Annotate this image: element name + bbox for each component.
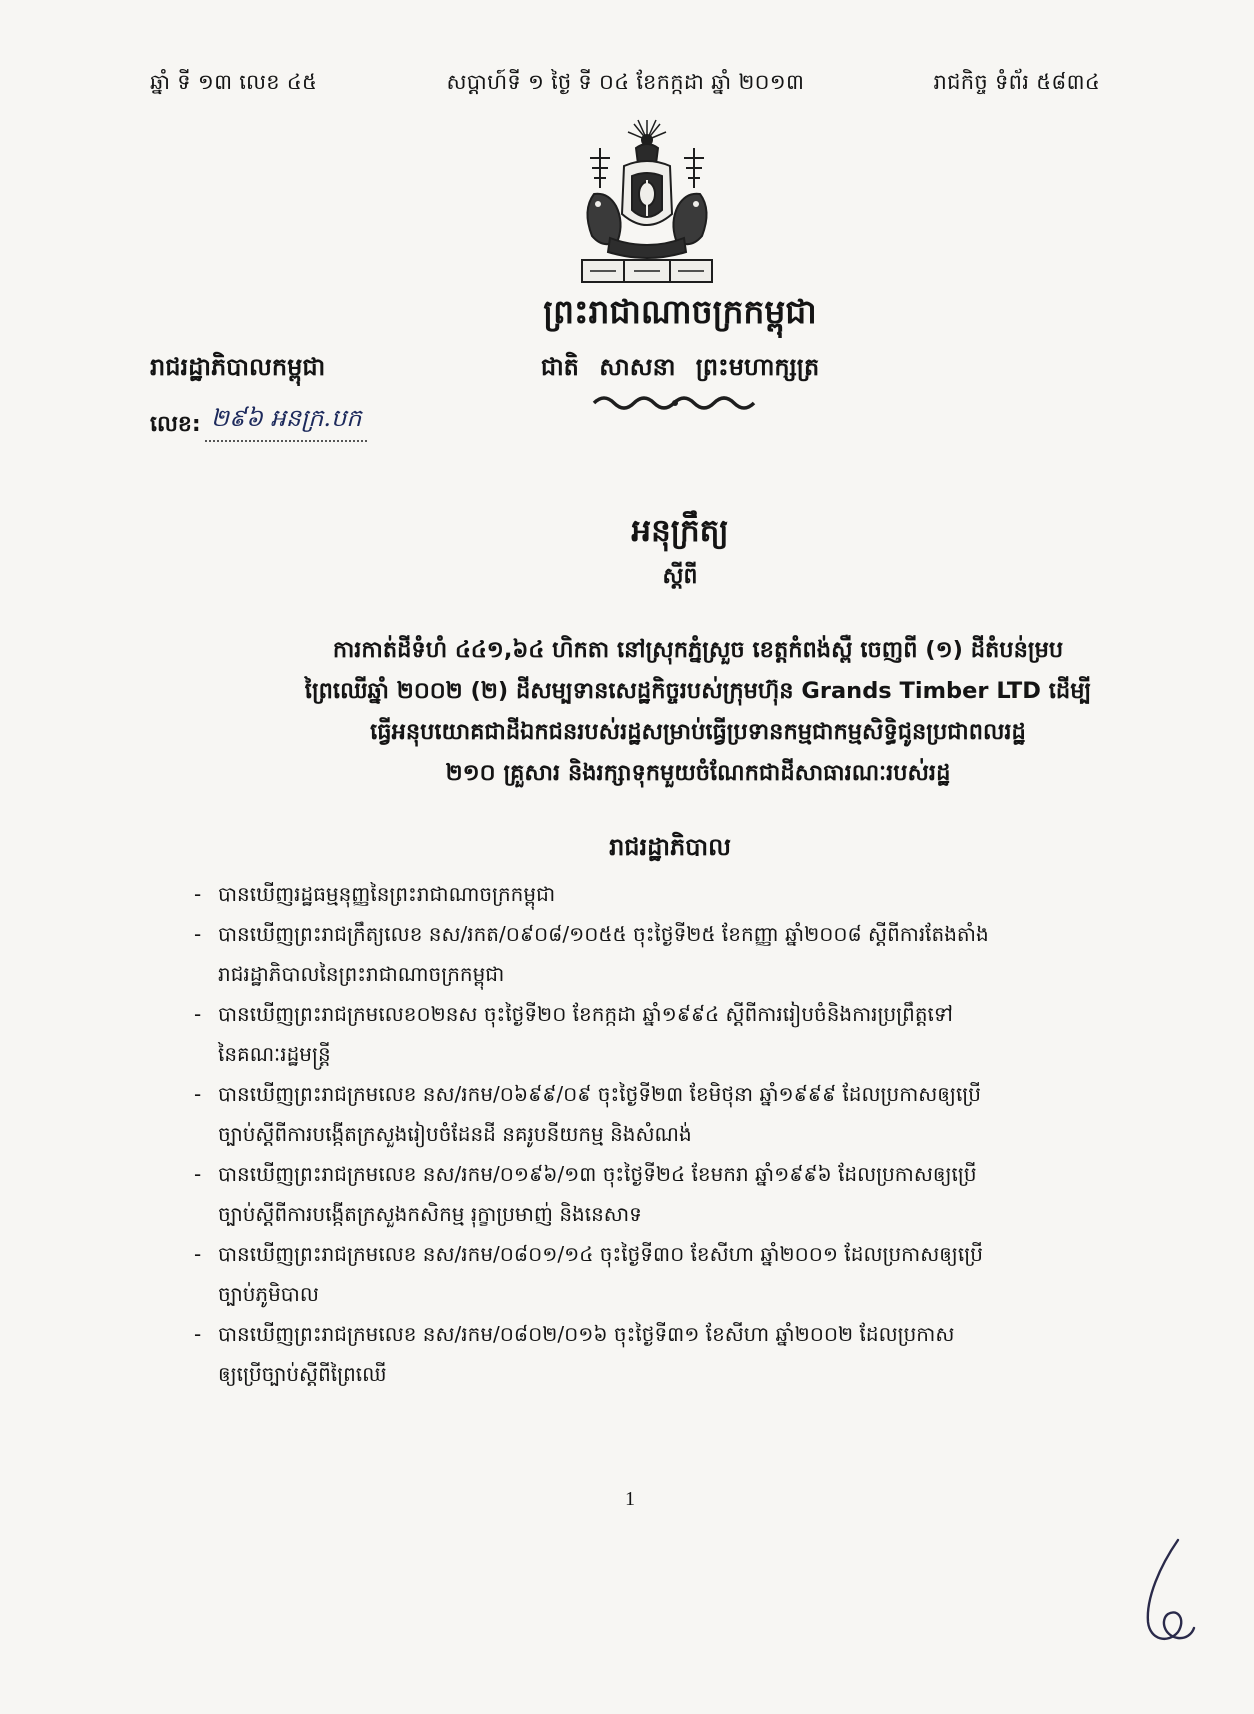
citation-text: - បានឃើញព្រះរាជក្រមលេខ នស/រកម/០៦៩៩/០៩ ចុះថ្ងៃទី២៣ ខែមិថុនា ឆ្នាំ១៩៩៩ ដែលប្រកាសឲ្យប្រើ [218,1082,981,1106]
reference-label: លេខ: [150,412,201,437]
citation-text: - បានឃើញរដ្ឋធម្មនុញ្ញនៃព្រះរាជាណាចក្រកម្ពុជា [218,882,556,906]
citation-text: ឲ្យប្រើច្បាប់ស្តីពីព្រៃឈើ [218,1362,387,1386]
citation-item [194,994,1174,1074]
subject-line: ធ្វើអនុបយោគជាដីឯកជនរបស់រដ្ឋសម្រាប់ធ្វើប្រទានកម្មជាកម្មសិទ្ធិជូនប្រជាពលរដ្ឋ [370,719,1026,745]
reference-number: ២៩៦ អនក្រ.បក [205,403,368,442]
citation-text: ច្បាប់ស្តីពីការបង្កើតក្រសួងរៀបចំដែនដី នគរូបនីយកម្ម និងសំណង់ [218,1122,692,1146]
decree-subject [218,630,1178,794]
government-heading: រាជរដ្ឋាភិបាល [609,833,731,861]
legal-citations-list [194,874,1174,1394]
citation-item [194,914,1174,994]
page-number: 1 [625,1488,635,1510]
gazette-running-header [150,66,1100,102]
ornament-divider-icon [590,393,760,411]
kingdom-title: ព្រះរាជាណាចក្រកម្ពុជា [543,292,817,331]
citation-item [194,1234,1174,1314]
subject-line: ព្រៃឈើឆ្នាំ ២០០២ (២) ដីសម្បទានសេដ្ឋកិច្ចរបស់ក្រុមហ៊ុន Grands Timber LTD ដើម្បី [304,678,1092,704]
subject-line: ការកាត់ដីទំហំ ៤៤១,៦៤ ហិកតា នៅស្រុកភ្នំស្រួច ខេត្តកំពង់ស្ពឺ ចេញពី (១) ដីតំបន់ម្រប [332,637,1064,663]
document-type-heading: អនុក្រឹត្យ [631,513,729,549]
document-about-label: ស្តីពី [662,564,698,589]
citation-text: - បានឃើញព្រះរាជក្រមលេខ០២នស ចុះថ្ងៃទី២០ ខែកក្កដា ឆ្នាំ១៩៩៤ ស្តីពីការរៀបចំនិងការប្រព្រឹត្តទៅ [218,1002,953,1026]
citation-text: នៃគណៈរដ្ឋមន្ត្រី [218,1042,331,1066]
reference-line [150,398,367,442]
citation-text: ច្បាប់ស្តីពីការបង្កើតក្រសួងកសិកម្ម រុក្ខាប្រមាញ់ និងនេសាទ [218,1202,642,1226]
gazette-page-ref: រាជកិច្ច ទំព័រ ៥៨៣៤ [933,69,1100,94]
citation-text: - បានឃើញព្រះរាជក្រមលេខ នស/រកម/០១៩៦/១៣ ចុះថ្ងៃទី២៤ ខែមករា ឆ្នាំ១៩៩៦ ដែលប្រកាសឲ្យប្រើ [218,1162,977,1186]
citation-item [194,1074,1174,1154]
citation-text: រាជរដ្ឋាភិបាលនៃព្រះរាជាណាចក្រកម្ពុជា [218,962,505,986]
citation-text: ច្បាប់ភូមិបាល [218,1282,319,1306]
national-motto: ជាតិ សាសនា ព្រះមហាក្សត្រ [540,353,820,381]
gazette-date: សប្តាហ៍ទី ១ ថ្ងៃ ទី ០៤ ខែកក្កដា ឆ្នាំ ២០១៣ [446,69,805,94]
handwritten-initial-icon [1138,1536,1198,1656]
royal-arms-of-cambodia-icon [572,118,722,290]
citation-text: - បានឃើញព្រះរាជក្រឹត្យលេខ នស/រកត/០៩០៨/១០៥៥ ចុះថ្ងៃទី២៥ ខែកញ្ញា ឆ្នាំ២០០៨ ស្តីពីការតែងតាំង [218,922,989,946]
gazette-year-issue: ឆ្នាំ ទី ១៣ លេខ ៤៥ [150,69,318,94]
citation-text: - បានឃើញព្រះរាជក្រមលេខ នស/រកម/០៨០២/០១៦ ចុះថ្ងៃទី៣១ ខែសីហា ឆ្នាំ២០០២ ដែលប្រកាស [218,1322,955,1346]
citation-item [194,1154,1174,1234]
citation-item [194,874,1174,914]
citation-text: - បានឃើញព្រះរាជក្រមលេខ នស/រកម/០៨០១/១៤ ចុះថ្ងៃទី៣០ ខែសីហា ឆ្នាំ២០០១ ដែលប្រកាសឲ្យប្រើ [218,1242,983,1266]
subject-line: ២១០ គ្រួសារ និងរក្សាទុកមួយចំណែកជាដីសាធារណៈរបស់រដ្ឋ [445,760,951,786]
citation-item [194,1314,1174,1394]
issuing-authority: រាជរដ្ឋាភិបាលកម្ពុជា [150,353,326,381]
